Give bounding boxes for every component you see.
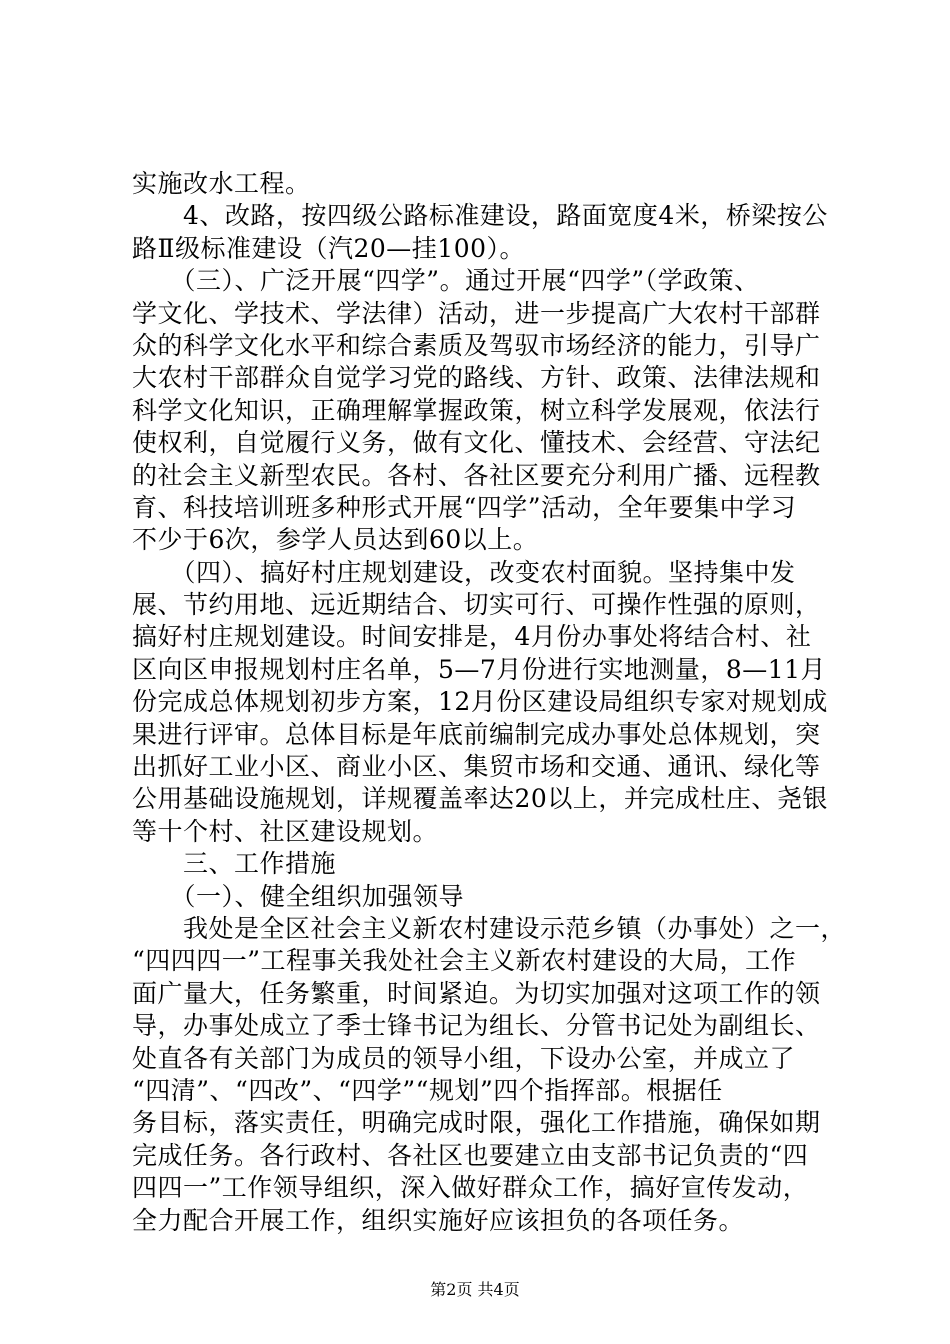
text-line: 务目标，落实责任，明确完成时限，强化工作措施，确保如期 <box>132 1108 821 1138</box>
text-line: 面广量大，任务繁重，时间紧迫。为切实加强对这项工作的领 <box>132 978 821 1008</box>
section-heading: 三、工作措施 <box>132 849 337 879</box>
text-line: 出抓好工业小区、商业小区、集贸市场和交通、通讯、绿化等 <box>132 752 821 782</box>
text-line: 处直各有关部门为成员的领导小组，下设办公室，并成立了 <box>132 1043 796 1073</box>
text-line: 展、节约用地、远近期结合、切实可行、可操作性强的原则， <box>132 590 821 620</box>
text-line: 等十个村、社区建设规划。 <box>132 816 439 846</box>
text-line: 4、改路，按四级公路标准建设，路面宽度4米，桥梁按公 <box>132 201 828 231</box>
body-text <box>132 168 847 1237</box>
text-line: 的社会主义新型农民。各村、各社区要充分利用广播、远程教 <box>132 460 821 490</box>
text-line: 我处是全区社会主义新农村建设示范乡镇（办事处）之一， <box>132 913 847 943</box>
text-line: 搞好村庄规划建设。时间安排是，4月份办事处将结合村、社 <box>132 622 812 652</box>
text-line: 育、科技培训班多种形式开展“四学”活动，全年要集中学习 <box>132 492 797 522</box>
text-line: 公用基础设施规划，详规覆盖率达20以上，并完成杜庄、尧银 <box>132 784 828 814</box>
text-line: 科学文化知识，正确理解掌握政策，树立科学发展观，依法行 <box>132 395 821 425</box>
text-line: 完成任务。各行政村、各社区也要建立由支部书记负责的“四 <box>132 1140 809 1170</box>
page-number-footer: 第2页 共4页 <box>430 1280 520 1299</box>
text-line: “四清”、“四改”、“四学”“规划”四个指挥部。根据任 <box>132 1075 723 1105</box>
text-line: 份完成总体规划初步方案，12月份区建设局组织专家对规划成 <box>132 687 828 717</box>
text-line: “四四四一”工程事关我处社会主义新农村建设的大局，工作 <box>132 946 797 976</box>
text-line: 导，办事处成立了季士锋书记为组长、分管书记处为副组长、 <box>132 1011 821 1041</box>
text-line: 使权利，自觉履行义务，做有文化、懂技术、会经营、守法纪 <box>132 428 821 458</box>
text-line: 众的科学文化水平和综合素质及驾驭市场经济的能力，引导广 <box>132 330 821 360</box>
text-line: （四）、搞好村庄规划建设，改变农村面貌。坚持集中发 <box>132 557 796 587</box>
text-line: 不少于6次，参学人员达到60以上。 <box>132 525 539 555</box>
text-line: 学文化、学技术、学法律）活动，进一步提高广大农村干部群 <box>132 298 821 328</box>
text-line: 全力配合开展工作，组织实施好应该担负的各项任务。 <box>132 1205 745 1235</box>
text-line: 四四一”工作领导组织，深入做好群众工作，搞好宣传发动， <box>132 1173 809 1203</box>
text-line: 果进行评审。总体目标是年底前编制完成办事处总体规划，突 <box>132 719 821 749</box>
text-line: 大农村干部群众自觉学习党的路线、方针、政策、法律法规和 <box>132 363 821 393</box>
text-line: 路Ⅱ级标准建设（汽20—挂100）。 <box>132 233 526 263</box>
text-line: 实施改水工程。 <box>132 169 311 198</box>
subsection-heading: （一）、健全组织加强领导 <box>132 881 465 911</box>
text-line: 区向区申报规划村庄名单，5—7月份进行实地测量，8—11月 <box>132 654 827 684</box>
text-line: （三）、广泛开展“四学”。通过开展“四学”（学政策、 <box>132 266 760 296</box>
